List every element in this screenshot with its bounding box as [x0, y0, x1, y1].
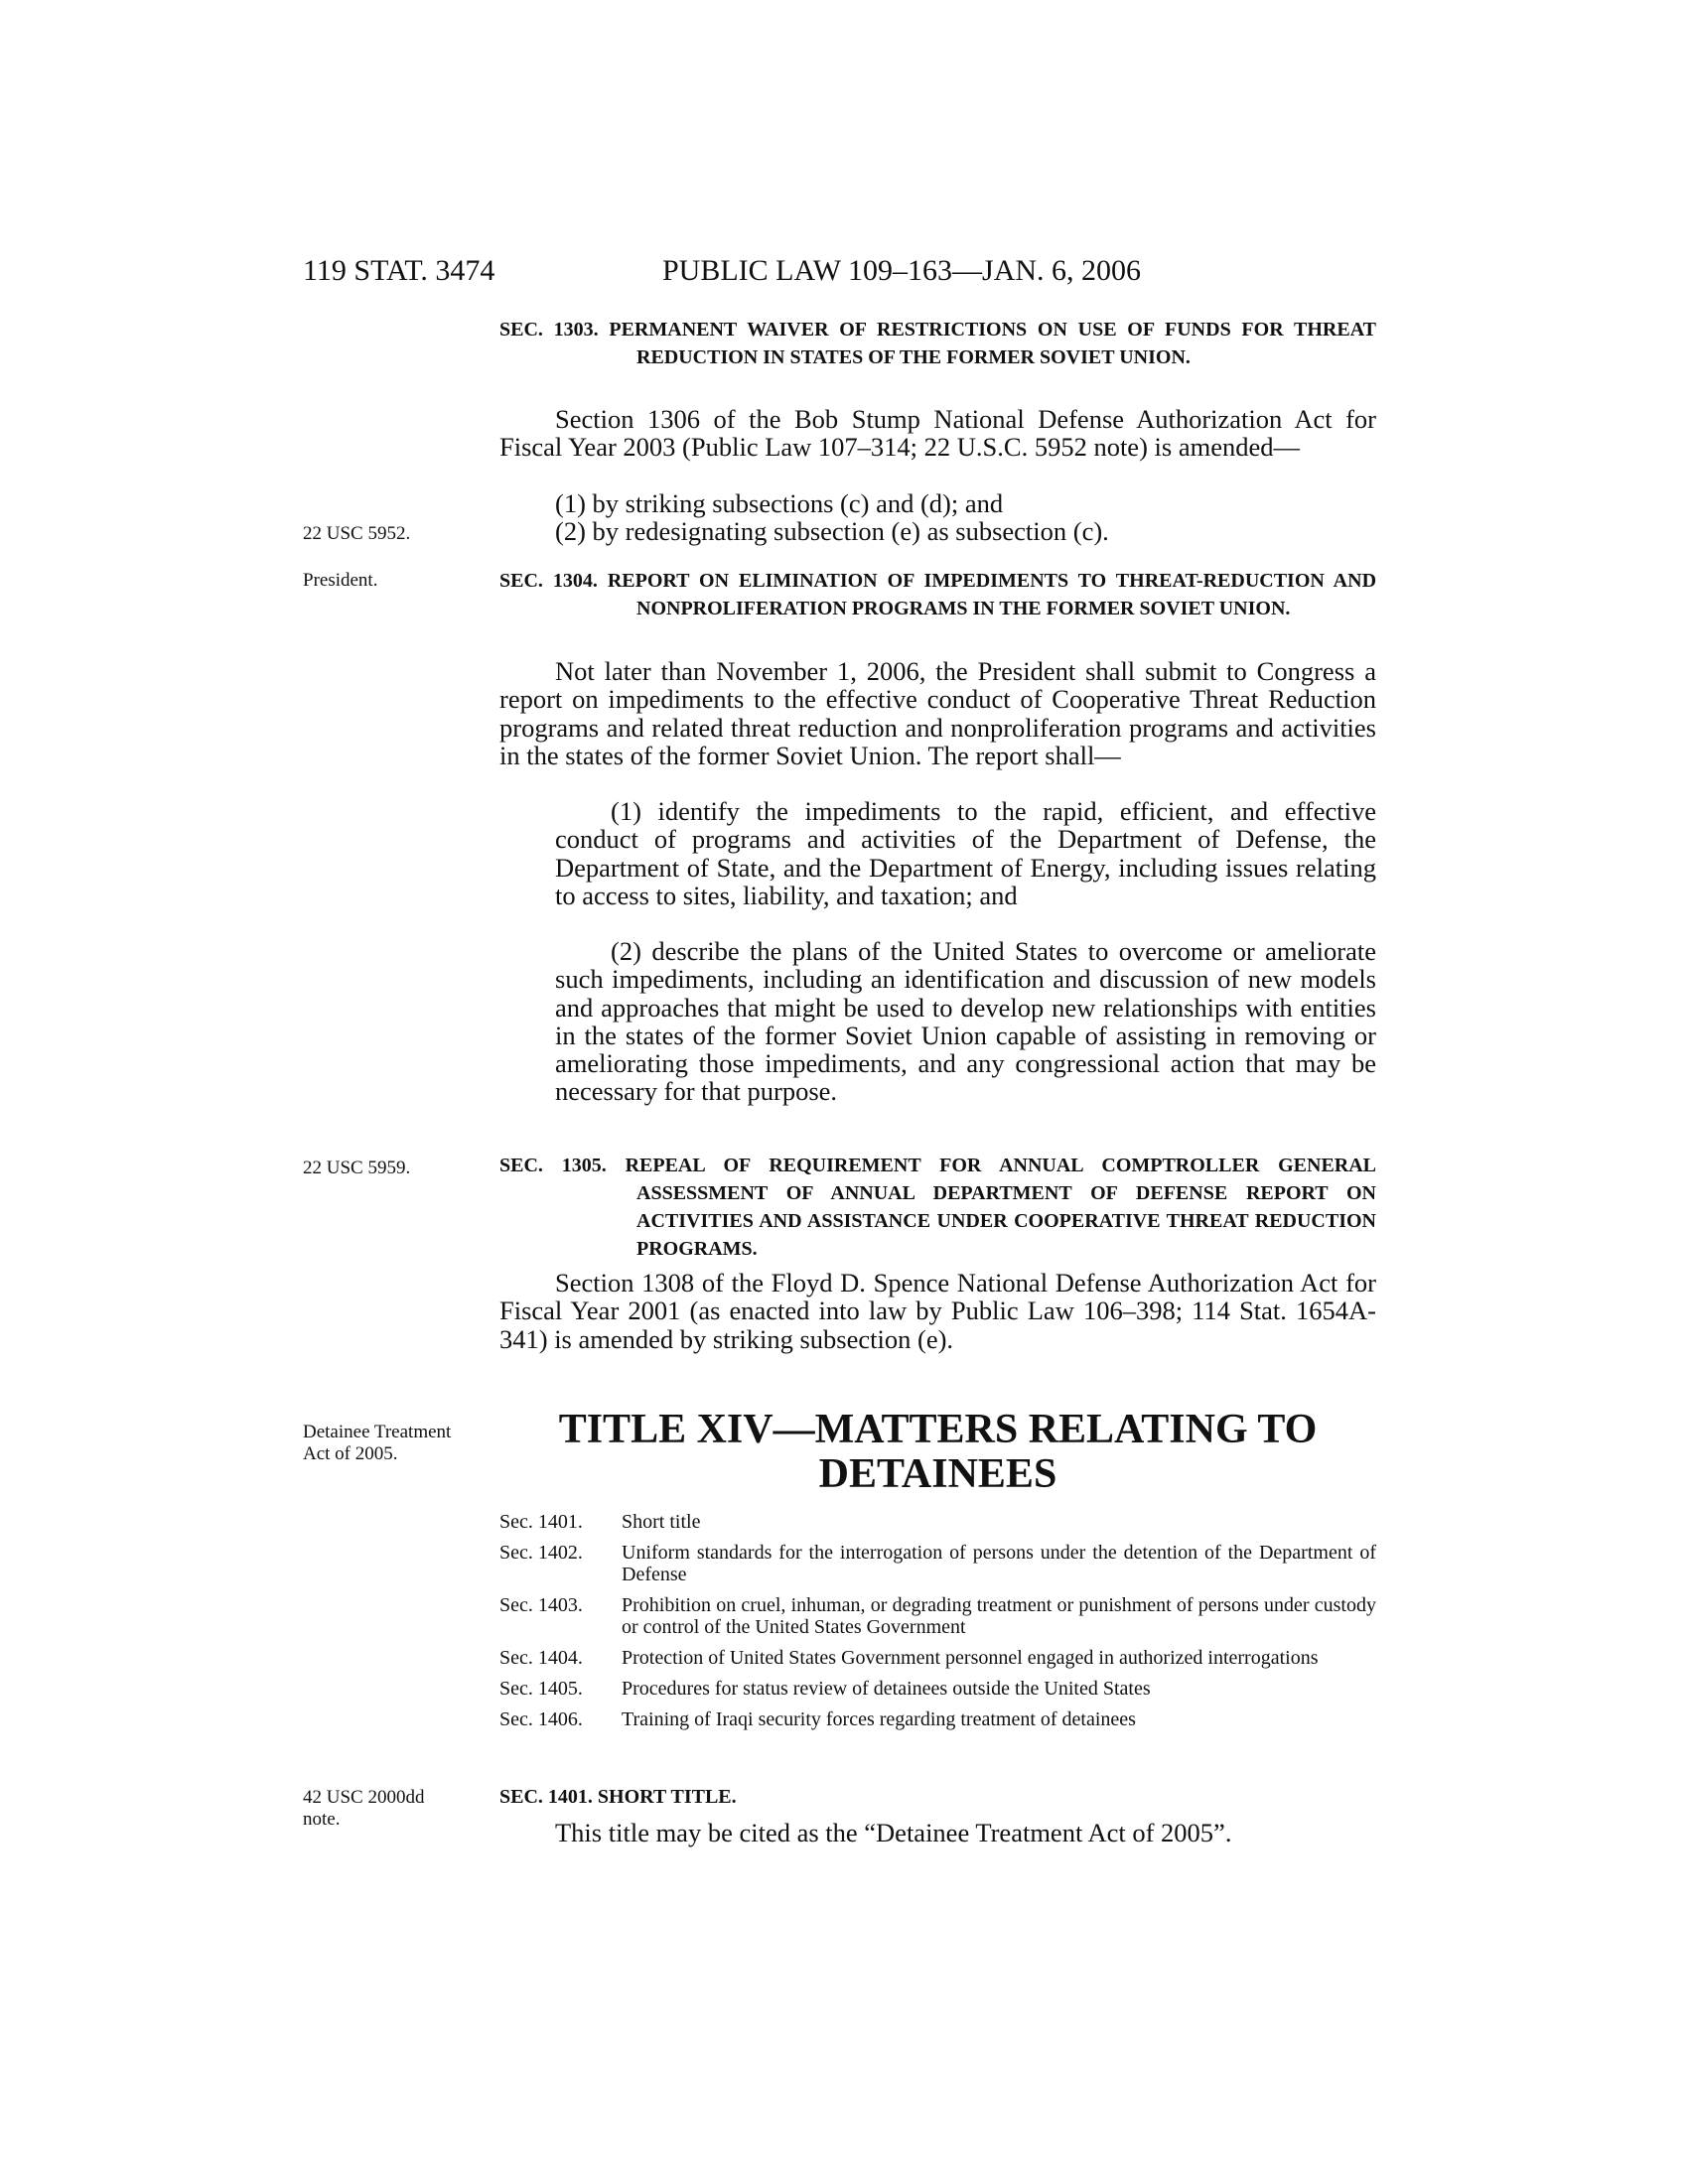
- toc-section-title: Protection of United States Government personnel engaged in authorized interrogations: [622, 1647, 1319, 1669]
- sec-1304-item-1: [555, 797, 1376, 909]
- title-xiv-line-1: TITLE XIV—MATTERS RELATING TO: [558, 1407, 1318, 1452]
- margin-note-detainee-treatment-act: Detainee Treatment Act of 2005.: [303, 1422, 452, 1464]
- toc-row: [499, 1542, 1376, 1585]
- toc-section-title: Training of Iraqi security forces regarding treatment of detainees: [622, 1708, 1136, 1730]
- sec-1304-item-1-text: (1) identify the impediments to the rapid, efficient, and effective conduct of programs and activities of the Department of Defense, the Department of State, and the Department of Energy, including issues relating to access to sites, liability, and taxation; and: [555, 796, 1376, 910]
- sec-1401-body: This title may be cited as the “Detainee Treatment Act of 2005”.: [555, 1818, 1232, 1847]
- toc-section-number: Sec. 1401.: [499, 1511, 583, 1533]
- toc-row: [499, 1678, 1376, 1700]
- title-xiv-table-of-contents: [499, 1511, 1376, 1739]
- sec-1304-intro: Not later than November 1, 2006, the President shall submit to Congress a report on impediments to the effective conduct of Cooperative Threat Reduction programs and related threat reduction and nonproliferation programs and activities in the states of the former Soviet Union. The report shall—: [499, 656, 1376, 770]
- toc-section-title: Prohibition on cruel, inhuman, or degrading treatment or punishment of persons under custody or control of the United States Government: [622, 1594, 1376, 1638]
- sec-1305-heading: [499, 1152, 1376, 1263]
- running-header-title: PUBLIC LAW 109–163—JAN. 6, 2006: [662, 254, 1142, 287]
- sec-1305-body: Section 1308 of the Floyd D. Spence National Defense Authorization Act for Fiscal Year 2001 (as enacted into law by Public Law 106–398; 114 Stat. 1654A-341) is amended by striking subsection (e).: [499, 1268, 1376, 1354]
- title-xiv-heading: [499, 1408, 1376, 1497]
- sec-1305-number: SEC. 1305.: [499, 1155, 607, 1176]
- sec-1401-heading: SEC. 1401. SHORT TITLE.: [499, 1786, 737, 1808]
- margin-note-22-usc-5952: 22 USC 5952.: [303, 523, 411, 544]
- margin-note-42-usc-2000dd: 42 USC 2000dd note.: [303, 1787, 425, 1830]
- sec-1303-title: PERMANENT WAIVER OF RESTRICTIONS ON USE OF FUNDS FOR THREAT REDUCTION IN STATES OF THE FORMER SOVIET UNION.: [609, 319, 1376, 368]
- sec-1303-number: SEC. 1303.: [499, 319, 599, 341]
- margin-note-president: President.: [303, 570, 378, 591]
- toc-section-title: Procedures for status review of detainees outside the United States: [622, 1678, 1151, 1700]
- toc-row: [499, 1594, 1376, 1638]
- title-xiv-line-2: DETAINEES: [818, 1451, 1057, 1497]
- toc-section-number: Sec. 1405.: [499, 1678, 583, 1700]
- toc-section-title: Uniform standards for the interrogation of persons under the detention of the Department of Defense: [622, 1542, 1376, 1585]
- toc-section-title: Short title: [622, 1511, 701, 1533]
- sec-1303-intro: Section 1306 of the Bob Stump National Defense Authorization Act for Fiscal Year 2003 (Public Law 107–314; 22 U.S.C. 5952 note) is amended—: [499, 404, 1376, 463]
- toc-section-number: Sec. 1403.: [499, 1594, 583, 1616]
- sec-1303-heading: [499, 316, 1376, 371]
- sec-1304-number: SEC. 1304.: [499, 570, 598, 592]
- margin-note-22-usc-5959: 22 USC 5959.: [303, 1158, 411, 1178]
- sec-1305-title: REPEAL OF REQUIREMENT FOR ANNUAL COMPTROLLER GENERAL ASSESSMENT OF ANNUAL DEPARTMENT OF DEFENSE REPORT ON ACTIVITIES AND ASSISTANCE UNDER COOPERATIVE THREAT REDUCTION PROGRAMS.: [625, 1155, 1377, 1260]
- toc-row: [499, 1647, 1376, 1669]
- toc-section-number: Sec. 1402.: [499, 1542, 583, 1564]
- toc-row: [499, 1708, 1376, 1730]
- toc-section-number: Sec. 1406.: [499, 1708, 583, 1730]
- sec-1304-item-2: [555, 937, 1376, 1106]
- toc-row: [499, 1511, 1376, 1533]
- sec-1304-heading: [499, 567, 1376, 622]
- stat-page-number: 119 STAT. 3474: [303, 254, 495, 287]
- toc-section-number: Sec. 1404.: [499, 1647, 583, 1669]
- sec-1304-item-2-text: (2) describe the plans of the United States to overcome or ameliorate such impediments, including an identification and discussion of new models and approaches that might be used to develop new relationships with entities in the states of the former Soviet Union capable of assisting in removing or ameliorating those impediments, and any congressional action that may be necessary for that purpose.: [555, 936, 1376, 1107]
- sec-1303-item-1: (1) by striking subsections (c) and (d); and: [555, 488, 1004, 518]
- sec-1304-title: REPORT ON ELIMINATION OF IMPEDIMENTS TO THREAT-REDUCTION AND NONPROLIFERATION PROGRAMS IN THE FORMER SOVIET UNION.: [607, 570, 1377, 619]
- sec-1303-item-2: (2) by redesignating subsection (e) as subsection (c).: [555, 516, 1109, 546]
